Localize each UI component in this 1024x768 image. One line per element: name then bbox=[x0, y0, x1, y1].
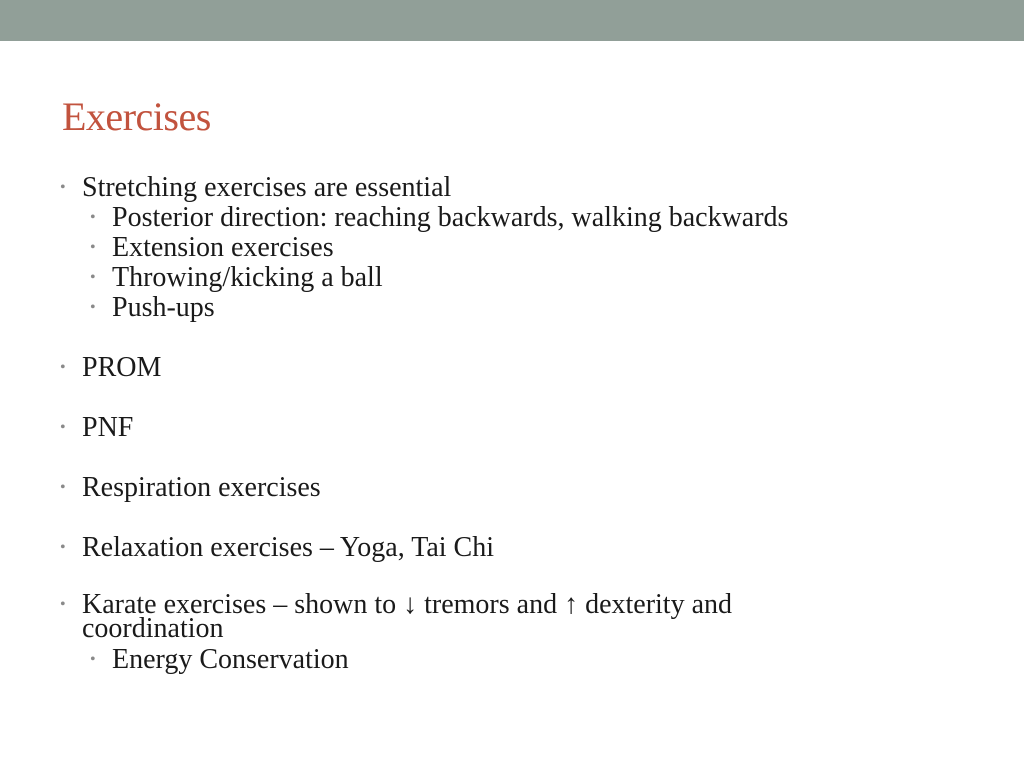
list-item-text: Posterior direction: reaching backwards, walking backwards bbox=[112, 202, 789, 233]
list-item-text: PROM bbox=[82, 352, 162, 383]
list-item-text: Energy Conservation bbox=[112, 644, 349, 675]
list-item-text: Stretching exercises are essential bbox=[82, 172, 452, 203]
bullet-icon: • bbox=[90, 651, 96, 668]
top-color-band bbox=[0, 0, 1024, 41]
list-item bbox=[60, 263, 960, 293]
list-item bbox=[60, 203, 960, 233]
bullet-icon: • bbox=[90, 299, 96, 316]
list-item-text: Karate exercises – shown to ↓ tremors and ↑ dexterity and coordination bbox=[82, 589, 733, 644]
bullet-list bbox=[60, 173, 960, 675]
bullet-icon: • bbox=[60, 419, 66, 436]
list-item-text: PNF bbox=[82, 412, 134, 443]
bullet-icon: • bbox=[90, 269, 96, 286]
list-item bbox=[60, 645, 960, 675]
list-item bbox=[60, 413, 960, 443]
list-item bbox=[60, 533, 960, 563]
list-item-text: Extension exercises bbox=[112, 232, 334, 263]
list-item-text: Respiration exercises bbox=[82, 472, 321, 503]
slide-title: Exercises bbox=[62, 94, 211, 139]
bullet-icon: • bbox=[60, 539, 66, 556]
list-item bbox=[60, 173, 960, 203]
list-item-text: Push-ups bbox=[112, 292, 215, 323]
list-item bbox=[60, 233, 960, 263]
list-item bbox=[60, 589, 842, 644]
list-item-text: Relaxation exercises – Yoga, Tai Chi bbox=[82, 532, 495, 563]
bullet-icon: • bbox=[60, 479, 66, 496]
list-item bbox=[60, 473, 960, 503]
bullet-icon: • bbox=[60, 596, 66, 613]
bullet-icon: • bbox=[90, 209, 96, 226]
list-item bbox=[60, 353, 960, 383]
bullet-icon: • bbox=[60, 359, 66, 376]
list-item bbox=[60, 293, 960, 323]
list-item-text: Throwing/kicking a ball bbox=[112, 262, 383, 293]
bullet-icon: • bbox=[90, 239, 96, 256]
bullet-icon: • bbox=[60, 179, 66, 196]
